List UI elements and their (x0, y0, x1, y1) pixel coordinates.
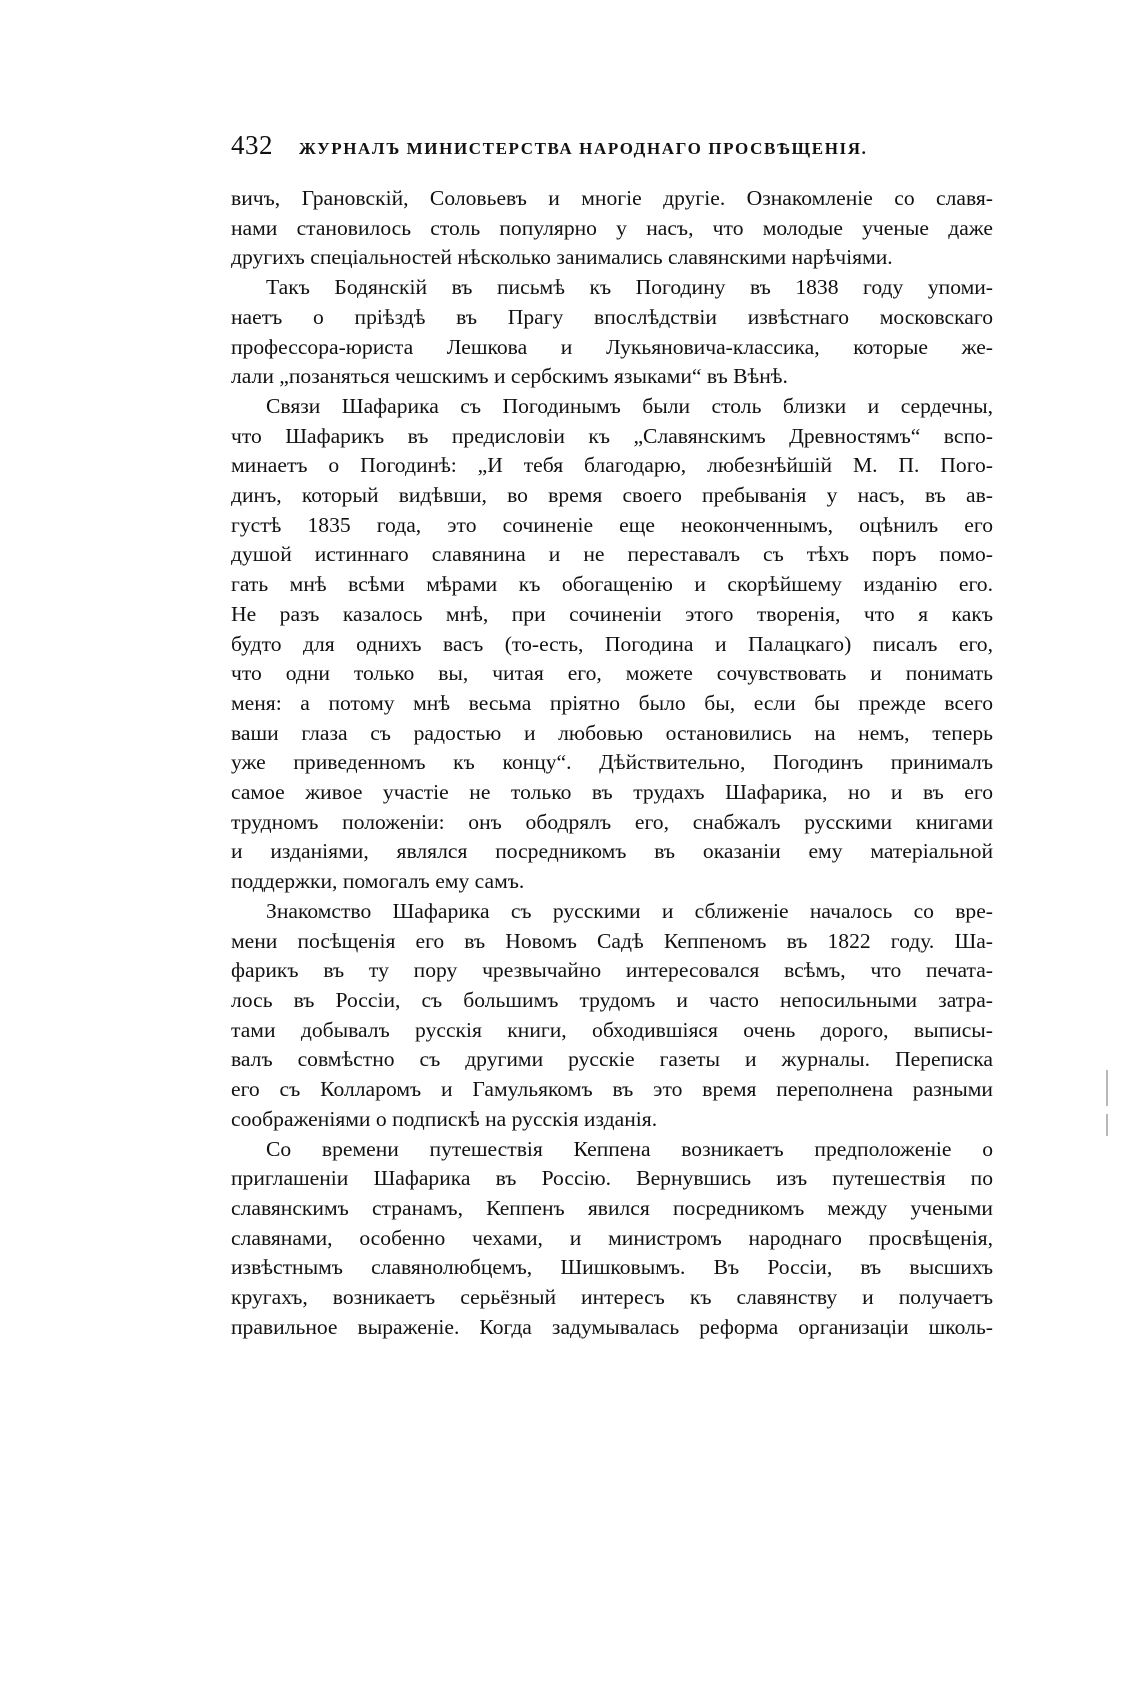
text-line: Знакомство Шафарика съ русскими и сближеніе началось со вре- (266, 898, 993, 923)
text-line: самое живое участіе не только въ трудахъ Шафарика, но и въ его (231, 780, 993, 805)
text-line: Связи Шафарика съ Погодинымъ были столь близки и сердечны, (266, 393, 993, 418)
text-line: наетъ о пріѣздѣ въ Прагу впослѣдствіи извѣстнаго московскаго (231, 304, 993, 329)
text-line: будто для однихъ васъ (то-есть, Погодина и Палацкаго) писалъ его, (231, 631, 993, 656)
body-text (231, 184, 993, 1342)
text-line: лось въ Россіи, съ большимъ трудомъ и часто непосильными затра- (231, 987, 993, 1012)
text-line: тами добывалъ русскія книги, обходившіяся очень дорого, выписы- (231, 1017, 993, 1042)
margin-mark (1106, 1114, 1108, 1136)
text-line: извѣстнымъ славянолюбцемъ, Шишковымъ. Въ Россіи, въ высшихъ (231, 1255, 993, 1280)
page-number: 432 (231, 130, 273, 160)
text-line: его съ Колларомъ и Гамульякомъ въ это время переполнена разными (231, 1077, 993, 1102)
text-line: гать мнѣ всѣми мѣрами къ обогащенію и скорѣйшему изданію его. (231, 572, 993, 597)
text-line: что одни только вы, читая его, можете сочувствовать и понимать (231, 661, 993, 686)
text-line: трудномъ положеніи: онъ ободрялъ его, снабжалъ русскими книгами (231, 809, 993, 834)
running-head (231, 130, 993, 170)
text-line: густѣ 1835 года, это сочиненіе еще неоконченнымъ, оцѣнилъ его (231, 512, 993, 537)
text-line: нами становилось столь популярно у насъ, что молодые ученые даже (231, 215, 993, 240)
text-line: фарикъ въ ту пору чрезвычайно интересовался всѣмъ, что печата- (231, 958, 993, 983)
text-line: приглашеніи Шафарика въ Россію. Вернувшись изъ путешествія по (231, 1166, 993, 1191)
text-line: профессора-юриста Лешкова и Лукьяновича-классика, которые же- (231, 334, 993, 359)
text-line: уже приведенномъ къ концу“. Дѣйствительно, Погодинъ принималъ (231, 750, 993, 775)
text-line: правильное выраженіе. Когда задумывалась реформа организаціи школь- (231, 1314, 993, 1339)
text-line: и изданіями, являлся посредникомъ въ оказаніи ему матеріальной (231, 839, 993, 864)
text-line: поддержки, помогалъ ему самъ. (231, 869, 525, 894)
margin-mark (1106, 1070, 1108, 1106)
text-line: славянами, особенно чехами, и министромъ народнаго просвѣщенія, (231, 1225, 993, 1250)
text-line: душой истиннаго славянина и не переставалъ съ тѣхъ поръ помо- (231, 542, 993, 567)
text-line: лали „позаняться чешскимъ и сербскимъ языками“ въ Вѣнѣ. (231, 364, 788, 389)
text-line: Не разъ казалось мнѣ, при сочиненіи этого творенія, что я какъ (231, 601, 993, 626)
text-line: мени посѣщенія его въ Новомъ Садѣ Кеппеномъ въ 1822 году. Ша- (231, 928, 993, 953)
journal-title: ЖУРНАЛЪ МИНИСТЕРСТВА НАРОДНАГО ПРОСВѢЩЕНІЯ. (299, 139, 868, 158)
book-page (231, 130, 993, 1342)
text-line: ваши глаза съ радостью и любовью остановились на немъ, теперь (231, 720, 993, 745)
text-line: кругахъ, возникаетъ серьёзный интересъ къ славянству и получаетъ (231, 1285, 993, 1310)
text-line: Такъ Бодянскій въ письмѣ къ Погодину въ 1838 году упоми- (266, 275, 993, 300)
text-line: что Шафарикъ въ предисловіи къ „Славянскимъ Древностямъ“ вспо- (231, 423, 993, 448)
text-line: динъ, который видѣвши, во время своего пребыванія у насъ, въ ав- (231, 483, 993, 508)
text-line: Со времени путешествія Кеппена возникаетъ предположеніе о (266, 1136, 993, 1161)
text-line: соображеніями о подпискѣ на русскія изданія. (231, 1106, 658, 1131)
text-line: минаетъ о Погодинѣ: „И тебя благодарю, любезнѣйшій М. П. Пого- (231, 453, 993, 478)
text-line: меня: а потому мнѣ весьма пріятно было бы, если бы прежде всего (231, 690, 993, 715)
text-line: другихъ спеціальностей нѣсколько занимались славянскими нарѣчіями. (231, 245, 893, 270)
text-line: валъ совмѣстно съ другими русскіе газеты и журналы. Переписка (231, 1047, 993, 1072)
text-line: славянскимъ странамъ, Кеппенъ явился посредникомъ между учеными (231, 1195, 993, 1220)
text-line: вичъ, Грановскій, Соловьевъ и многіе другіе. Ознакомленіе со славя- (231, 186, 993, 210)
